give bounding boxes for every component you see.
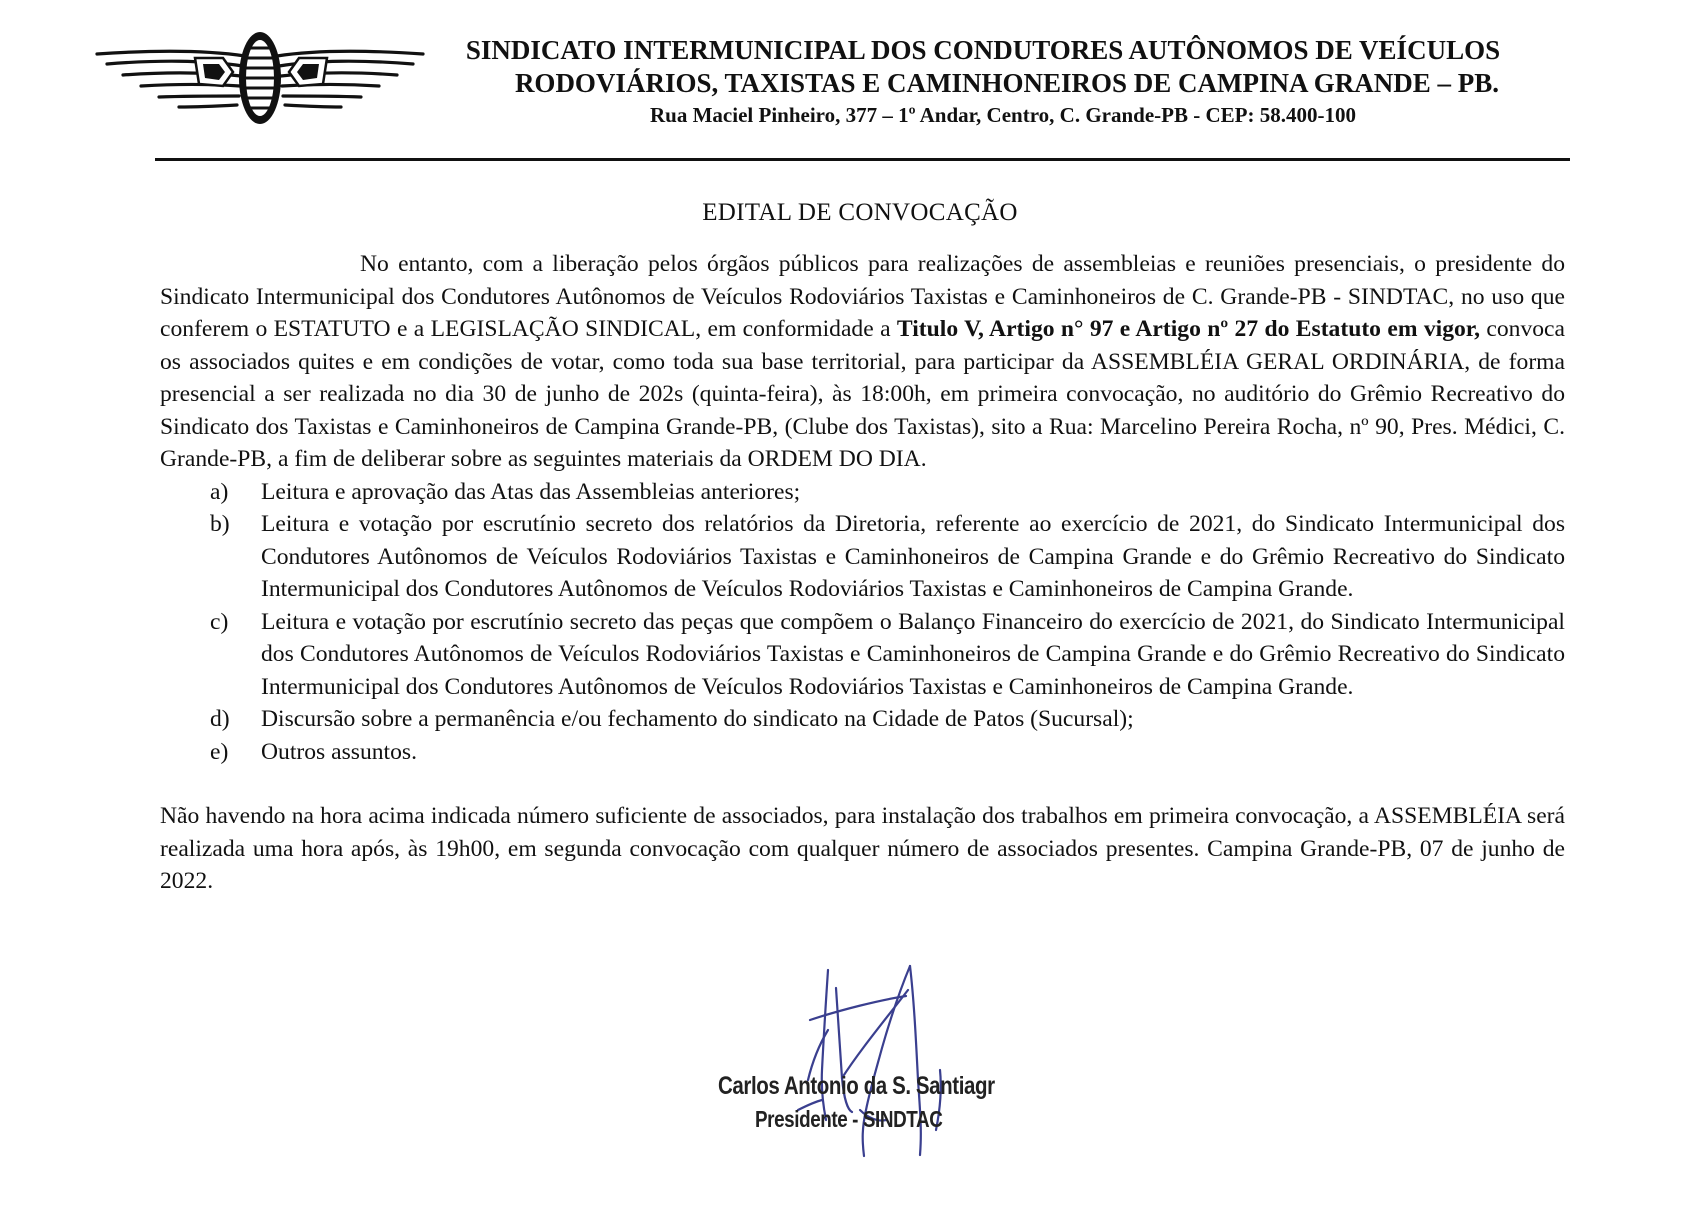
list-item-marker: c): [210, 608, 229, 635]
list-item: [160, 476, 1565, 509]
list-item-text: Leitura e aprovação das Atas das Assembleias anteriores;: [261, 478, 801, 505]
letterhead-line-1: SINDICATO INTERMUNICIPAL DOS CONDUTORES AUTÔNOMOS DE VEÍCULOS: [465, 35, 1501, 65]
list-item: [160, 606, 1565, 704]
agenda-list: [160, 476, 1565, 769]
list-item: [160, 703, 1565, 736]
signature-role: Presidente - SINDTAC: [755, 1106, 943, 1132]
list-item-marker: a): [210, 478, 229, 505]
list-item-text: Discursão sobre a permanência e/ou fechamento do sindicato na Cidade de Patos (Sucursal);: [261, 706, 1134, 732]
header-divider: [155, 158, 1570, 161]
intro-paragraph: [160, 248, 1565, 476]
closing-paragraph: Não havendo na hora acima indicada número suficiente de associados, para instalação dos trabalhos em primeira convocação, a ASSEMBLÉIA será realizada uma hora após, às 19h00, em segunda convocação com qualquer número de associados presentes. Campina Grande-PB, 07 de junho de 2022.: [160, 803, 1565, 894]
list-item-text: Leitura e votação por escrutínio secreto dos relatórios da Diretoria, referente ao exercício de 2021, do Sindicato Intermunicipal dos Condutores Autônomos de Veículos Rodoviários Taxistas e Caminhoneiros de Campina Grande e do Grêmio Recreativo do Sindicato Intermunicipal dos Condutores Autônomos de Veículos Rodoviários Taxistas e Caminhoneiros de Campina Grande.: [261, 511, 1565, 602]
document-body: [160, 248, 1565, 898]
list-item-marker: e): [210, 738, 229, 765]
list-item-text: Leitura e votação por escrutínio secreto das peças que compõem o Balanço Financeiro do exercício de 2021, do Sindicato Intermunicipal dos Condutores Autônomos de Veículos Rodoviários Taxistas e Caminhoneiros de Campina Grande e do Grêmio Recreativo do Sindicato Intermunicipal dos Condutores Autônomos de Veículos Rodoviários Taxistas e Caminhoneiros de Campina Grande.: [261, 608, 1565, 700]
letterhead: [420, 34, 1570, 130]
list-item-marker: b): [210, 511, 230, 537]
list-item-marker: d): [210, 706, 230, 732]
winged-wheel-logo-icon: [95, 28, 425, 128]
list-item: [160, 736, 1565, 769]
handwritten-signature-icon: [710, 960, 1010, 1180]
document-title: EDITAL DE CONVOCAÇÃO: [702, 199, 1018, 226]
signature-name: Carlos Antonio da S. Santiagr: [718, 1072, 995, 1100]
intro-text-bold: Titulo V, Artigo n° 97 e Artigo nº 27 do Estatuto em vigor,: [896, 316, 1481, 342]
list-item-text: Outros assuntos.: [261, 738, 417, 765]
intro-text-2: convoca os associados quites e em condições de votar, como toda sua base territorial, para participar da ASSEMBLÉIA GERAL ORDINÁRIA, de forma presencial a ser realizada no dia 30 de junho de 202s (quinta-feira), às 18:00h, em primeira convocação, no auditório do Grêmio Recreativo do Sindicato dos Taxistas e Caminhoneiros de Campina Grande-PB, (Clube dos Taxistas), sito a Rua: Marcelino Pereira Rocha, nº 90, Pres. Médici, C. Grande-PB, a fim de deliberar sobre as seguintes materiais da ORDEM DO DIA.: [160, 316, 1565, 472]
intro-text-1: No entanto, com a liberação pelos órgãos públicos para realizações de assembleias e reuniões presenciais, o presidente do Sindicato Intermunicipal dos Condutores Autônomos de Veículos Rodoviários Taxistas e Caminhoneiros de C. Grande-PB - SINDTAC, no uso que conferem o ESTATUTO e a LEGISLAÇÃO SINDICAL, em conformidade a: [160, 251, 1565, 342]
letterhead-address: Rua Maciel Pinheiro, 377 – 1º Andar, Centro, C. Grande-PB - CEP: 58.400-100: [650, 103, 1356, 127]
list-item: [160, 508, 1565, 606]
letterhead-line-2: RODOVIÁRIOS, TAXISTAS E CAMINHONEIROS DE CAMPINA GRANDE – PB.: [514, 68, 1500, 98]
